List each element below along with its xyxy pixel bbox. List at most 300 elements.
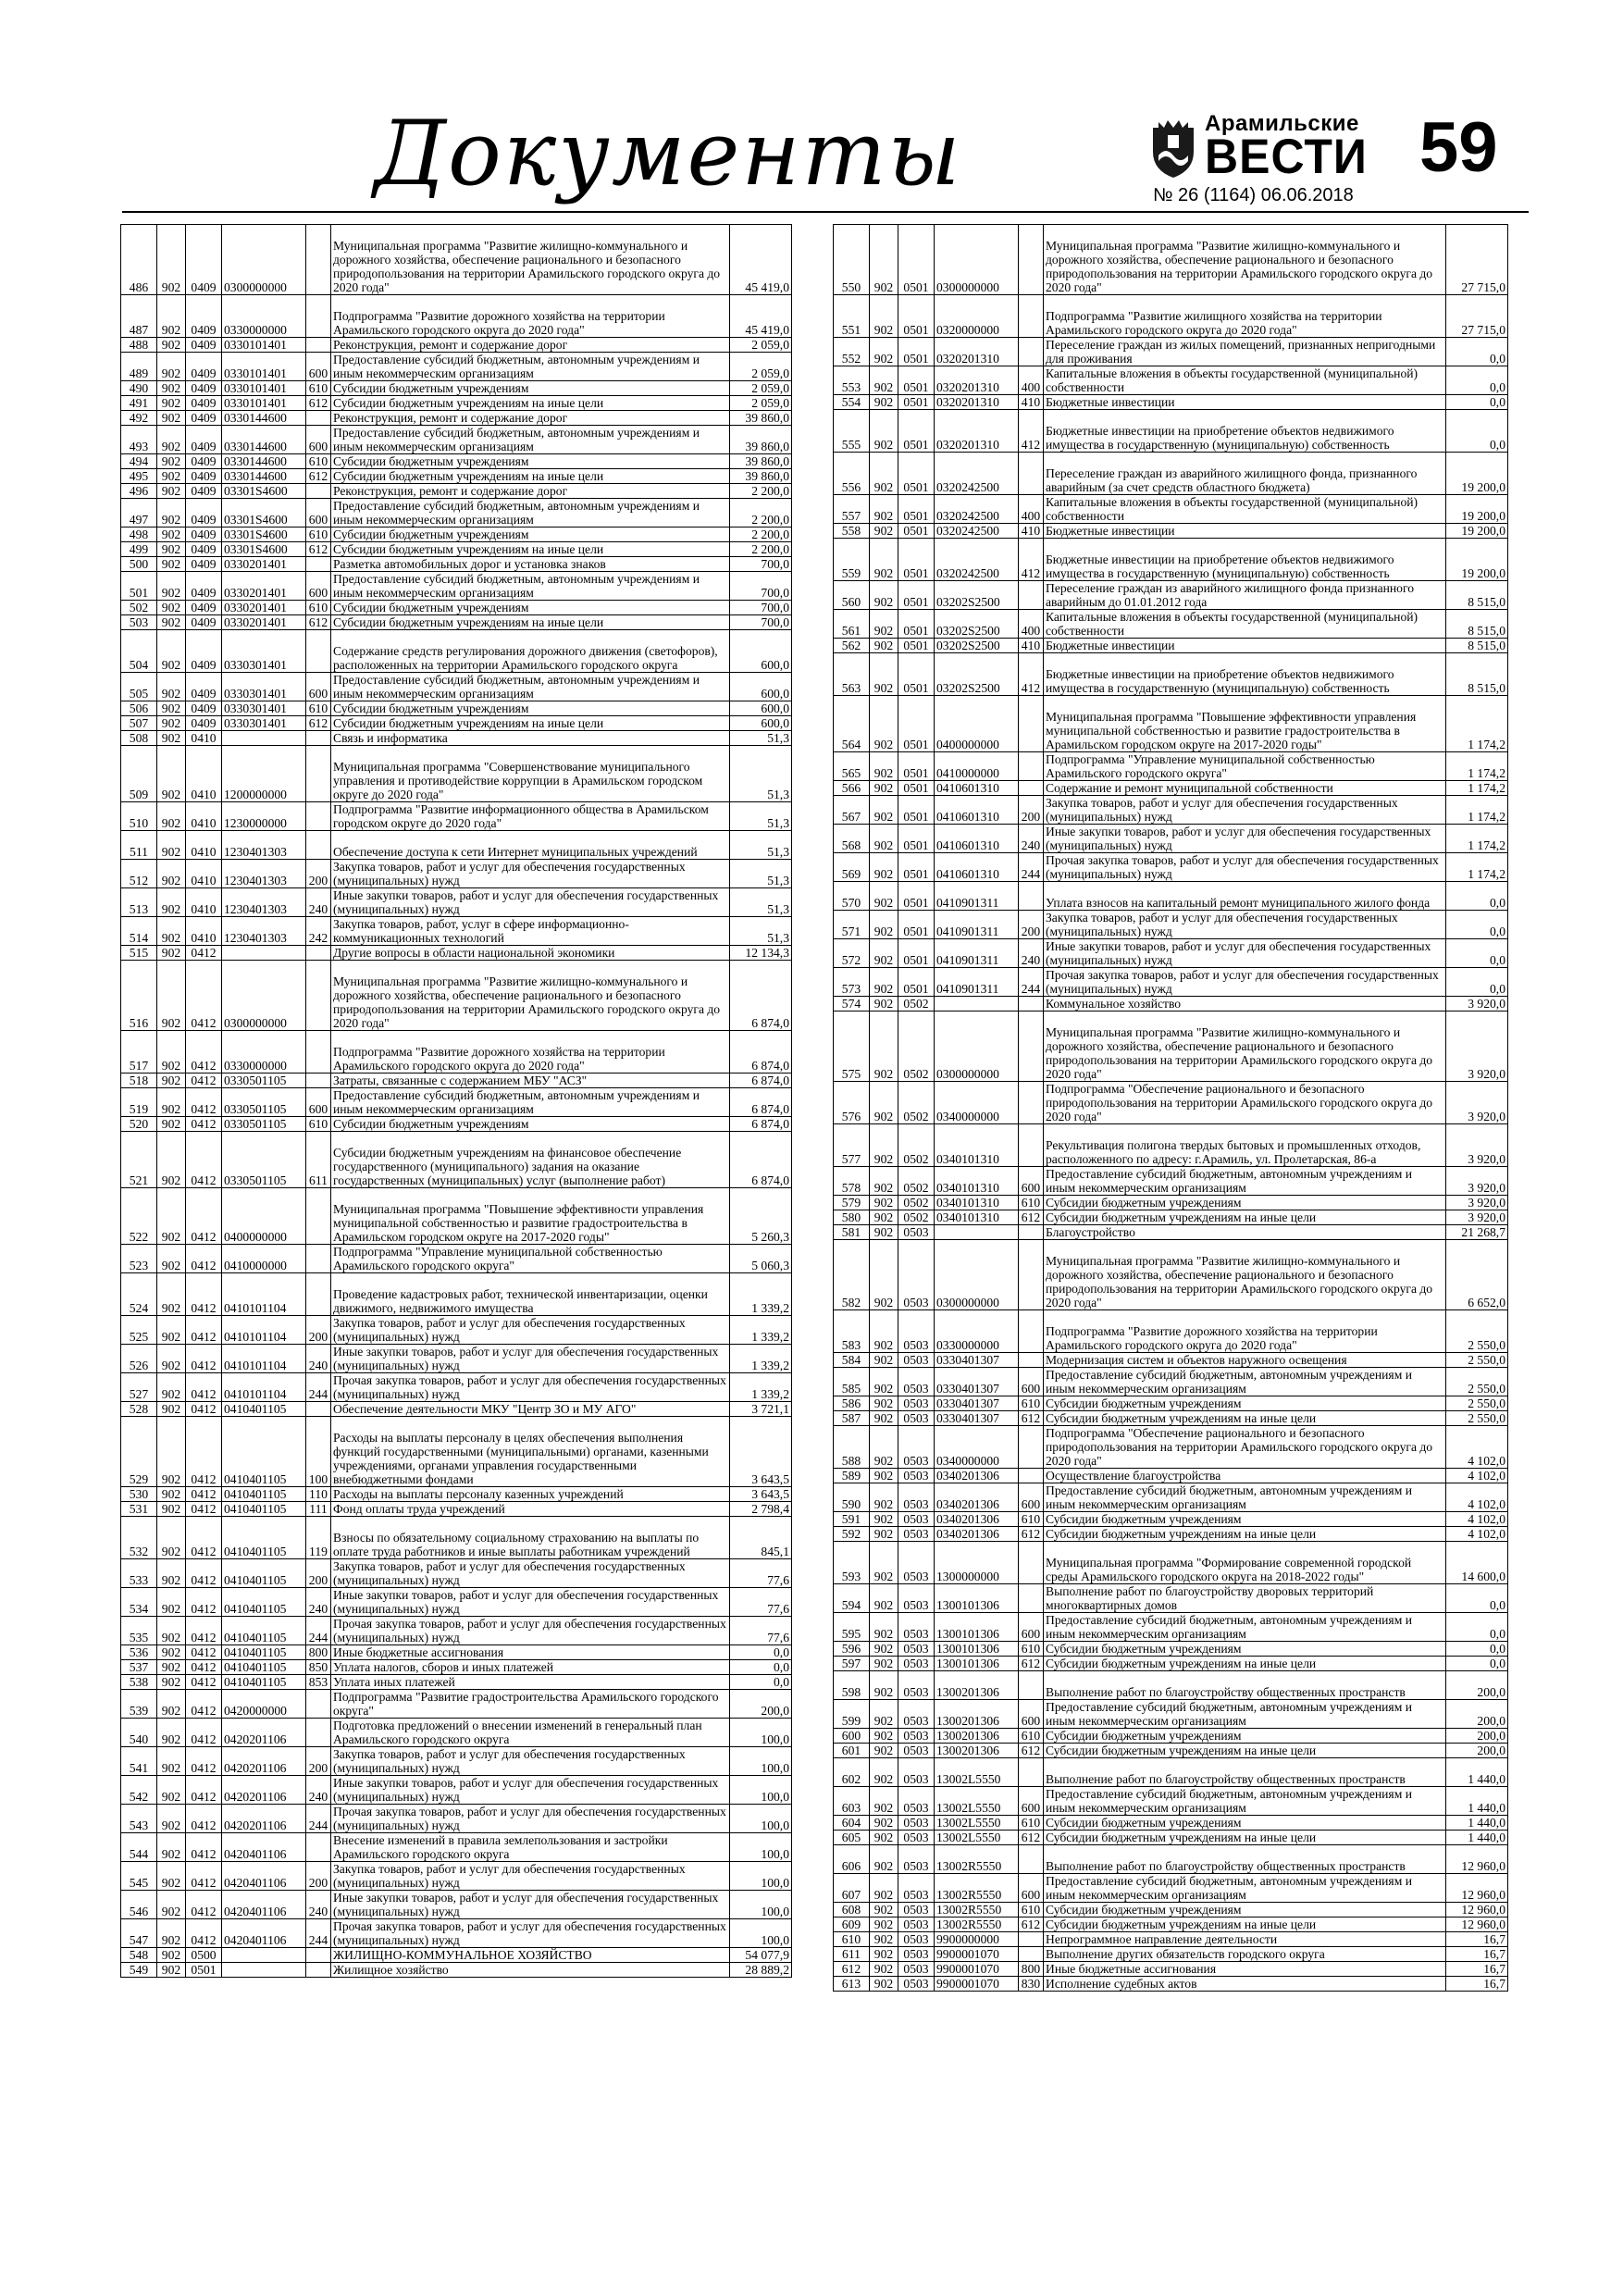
section-code: 0412 [186, 1088, 222, 1117]
row-number: 568 [834, 825, 870, 853]
section-code: 0409 [186, 557, 222, 572]
admin-code: 902 [157, 1245, 186, 1273]
amount: 3 920,0 [1446, 1167, 1508, 1196]
table-row [834, 1729, 1508, 1744]
section-code: 0503 [898, 1874, 935, 1903]
admin-code: 902 [157, 1402, 186, 1417]
item-name: Муниципальная программа "Повышение эффективности управления муниципальной собственностью и развитие градостроительства в Арамильском городском округе на 2017-2020 годы" [331, 1188, 730, 1245]
table-row [121, 338, 792, 353]
expense-type: 612 [1019, 1411, 1044, 1426]
expense-type: 412 [1019, 410, 1044, 453]
table-row [834, 1816, 1508, 1831]
item-name: Субсидии бюджетным учреждениям [1044, 1396, 1446, 1411]
expense-type [1019, 752, 1044, 781]
section-code: 0409 [186, 338, 222, 353]
amount: 51,3 [730, 746, 792, 802]
section-code: 0502 [898, 1210, 935, 1225]
expense-type: 244 [1019, 968, 1044, 997]
expense-type: 600 [1019, 1483, 1044, 1512]
table-row [834, 911, 1508, 939]
item-name: Жилищное хозяйство [331, 1963, 730, 1978]
target-code: 13002L5550 [935, 1831, 1019, 1845]
expense-type: 200 [1019, 911, 1044, 939]
table-row [834, 1977, 1508, 1992]
expense-type: 244 [1019, 853, 1044, 882]
section-code: 0412 [186, 1245, 222, 1273]
expense-type [1019, 1426, 1044, 1469]
section-code: 0501 [898, 610, 935, 639]
expense-type: 610 [1019, 1729, 1044, 1744]
section-code: 0412 [186, 1675, 222, 1690]
expense-type: 400 [1019, 610, 1044, 639]
amount: 2 550,0 [1446, 1353, 1508, 1368]
section-code: 0501 [898, 796, 935, 825]
table-row [121, 1345, 792, 1373]
row-number: 515 [121, 946, 157, 961]
admin-code: 902 [870, 752, 898, 781]
item-name: Предоставление субсидий бюджетным, автономным учреждениям и иным некоммерческим организациям [331, 426, 730, 454]
section-code: 0501 [186, 1963, 222, 1978]
item-name: Выполнение других обязательств городского округа [1044, 1947, 1446, 1962]
target-code: 0420201106 [222, 1747, 306, 1776]
target-code: 03202S2500 [935, 639, 1019, 653]
section-code: 0501 [898, 410, 935, 453]
expense-type: 100 [306, 1417, 331, 1487]
admin-code: 902 [157, 295, 186, 338]
expense-type [306, 1031, 331, 1074]
expense-type [1019, 453, 1044, 495]
section-code: 0503 [898, 1917, 935, 1932]
item-name: Капитальные вложения в объекты государственной (муниципальной) собственности [1044, 495, 1446, 524]
expense-type [1019, 1240, 1044, 1310]
expense-type [1019, 882, 1044, 911]
admin-code: 902 [157, 1373, 186, 1402]
row-number: 536 [121, 1645, 157, 1660]
expense-type [306, 411, 331, 426]
amount: 45 419,0 [730, 295, 792, 338]
row-number: 589 [834, 1469, 870, 1483]
admin-code: 902 [157, 630, 186, 673]
amount: 4 102,0 [1446, 1426, 1508, 1469]
admin-code: 902 [870, 1874, 898, 1903]
target-code: 0340000000 [935, 1426, 1019, 1469]
target-code: 0340101310 [935, 1167, 1019, 1196]
admin-code: 902 [870, 1932, 898, 1947]
amount: 27 715,0 [1446, 295, 1508, 338]
admin-code: 902 [870, 1167, 898, 1196]
admin-code: 902 [870, 1225, 898, 1240]
admin-code: 902 [870, 295, 898, 338]
amount: 39 860,0 [730, 454, 792, 469]
section-code: 0503 [898, 1845, 935, 1874]
admin-code: 902 [157, 860, 186, 888]
row-number: 521 [121, 1132, 157, 1188]
target-code: 0340201306 [935, 1469, 1019, 1483]
expense-type: 612 [1019, 1831, 1044, 1845]
expense-type [306, 946, 331, 961]
section-code: 0503 [898, 1512, 935, 1527]
section-code: 0502 [898, 1196, 935, 1210]
item-name: Субсидии бюджетным учреждениям на иные цели [1044, 1411, 1446, 1426]
section-code: 0503 [898, 1947, 935, 1962]
row-number: 579 [834, 1196, 870, 1210]
item-name: Проведение кадастровых работ, технической инвентаризации, оценки движимого, недвижимого имущества [331, 1273, 730, 1316]
target-code: 13002L5550 [935, 1787, 1019, 1816]
item-name: Субсидии бюджетным учреждениям [331, 701, 730, 716]
admin-code: 902 [870, 1744, 898, 1758]
target-code: 0420401106 [222, 1833, 306, 1862]
row-number: 520 [121, 1117, 157, 1132]
target-code: 0410000000 [222, 1245, 306, 1273]
section-code: 0409 [186, 295, 222, 338]
admin-code: 902 [870, 1310, 898, 1353]
section-code: 0412 [186, 1417, 222, 1487]
admin-code: 902 [870, 781, 898, 796]
table-row [834, 524, 1508, 539]
item-name: Субсидии бюджетным учреждениям [1044, 1642, 1446, 1657]
amount: 8 515,0 [1446, 581, 1508, 610]
row-number: 494 [121, 454, 157, 469]
admin-code: 902 [870, 1962, 898, 1977]
expense-type [306, 1188, 331, 1245]
admin-code: 902 [157, 1132, 186, 1188]
target-code: 0420201106 [222, 1776, 306, 1805]
item-name: Фонд оплаты труда учреждений [331, 1502, 730, 1517]
row-number: 550 [834, 225, 870, 295]
expense-type: 610 [306, 527, 331, 542]
item-name: Закупка товаров, работ, услуг в сфере информационно-коммуникационных технологий [331, 917, 730, 946]
table-row [834, 1671, 1508, 1700]
admin-code: 902 [157, 1805, 186, 1833]
expense-type: 240 [306, 1891, 331, 1919]
target-code: 0410901311 [935, 911, 1019, 939]
row-number: 488 [121, 338, 157, 353]
row-number: 505 [121, 673, 157, 701]
amount: 2 550,0 [1446, 1368, 1508, 1396]
table-row [121, 454, 792, 469]
target-code: 0330301401 [222, 630, 306, 673]
table-row [834, 1584, 1508, 1613]
admin-code: 902 [157, 484, 186, 499]
amount: 0,0 [730, 1660, 792, 1675]
admin-code: 902 [157, 1963, 186, 1978]
expense-type [1019, 781, 1044, 796]
table-row [834, 395, 1508, 410]
table-row [121, 1088, 792, 1117]
target-code: 1300201306 [935, 1671, 1019, 1700]
expense-type: 410 [1019, 639, 1044, 653]
target-code: 0330401307 [935, 1411, 1019, 1426]
table-row [834, 1903, 1508, 1917]
row-number: 569 [834, 853, 870, 882]
item-name: Предоставление субсидий бюджетным, автономным учреждениям и иным некоммерческим организациям [1044, 1787, 1446, 1816]
section-code: 0503 [898, 1310, 935, 1353]
admin-code: 902 [157, 1417, 186, 1487]
amount: 19 200,0 [1446, 524, 1508, 539]
item-name: Предоставление субсидий бюджетным, автономным учреждениям и иным некоммерческим организациям [1044, 1483, 1446, 1512]
admin-code: 902 [157, 1747, 186, 1776]
table-row [121, 1245, 792, 1273]
expense-type: 600 [1019, 1613, 1044, 1642]
target-code: 03301S4600 [222, 527, 306, 542]
target-code: 0410101104 [222, 1345, 306, 1373]
admin-code: 902 [157, 961, 186, 1031]
row-number: 549 [121, 1963, 157, 1978]
section-code: 0503 [898, 1744, 935, 1758]
section-title: Документы [374, 102, 962, 205]
expense-type: 240 [306, 1345, 331, 1373]
table-row [121, 542, 792, 557]
amount: 0,0 [1446, 882, 1508, 911]
table-row [834, 1932, 1508, 1947]
row-number: 503 [121, 615, 157, 630]
admin-code: 902 [870, 1124, 898, 1167]
section-code: 0501 [898, 366, 935, 395]
admin-code: 902 [157, 1559, 186, 1588]
admin-code: 902 [870, 1196, 898, 1210]
expense-type: 600 [306, 1088, 331, 1117]
table-row [834, 1874, 1508, 1903]
item-name: Внесение изменений в правила землепользования и застройки Арамильского городского округа [331, 1833, 730, 1862]
admin-code: 902 [157, 1833, 186, 1862]
item-name: Предоставление субсидий бюджетным, автономным учреждениям и иным некоммерческим организациям [331, 572, 730, 601]
expense-type: 600 [1019, 1368, 1044, 1396]
admin-code: 902 [157, 426, 186, 454]
amount: 0,0 [1446, 1642, 1508, 1657]
item-name: Бюджетные инвестиции [1044, 639, 1446, 653]
admin-code: 902 [870, 1512, 898, 1527]
target-code: 0410601310 [935, 781, 1019, 796]
admin-code: 902 [157, 888, 186, 917]
section-code: 0501 [898, 696, 935, 752]
table-row [121, 1776, 792, 1805]
amount: 45 419,0 [730, 225, 792, 295]
target-code: 0320242500 [935, 495, 1019, 524]
expense-type: 600 [1019, 1787, 1044, 1816]
item-name: Другие вопросы в области национальной экономики [331, 946, 730, 961]
admin-code: 902 [157, 1502, 186, 1517]
target-code: 0340201306 [935, 1527, 1019, 1542]
item-name: Субсидии бюджетным учреждениям на иные цели [1044, 1657, 1446, 1671]
row-number: 516 [121, 961, 157, 1031]
target-code: 0410401105 [222, 1588, 306, 1617]
admin-code: 902 [870, 882, 898, 911]
expense-type: 111 [306, 1502, 331, 1517]
item-name: Бюджетные инвестиции на приобретение объектов недвижимого имущества в государственную (муниципальную) собственность [1044, 653, 1446, 696]
expense-type: 800 [1019, 1962, 1044, 1977]
row-number: 566 [834, 781, 870, 796]
row-number: 529 [121, 1417, 157, 1487]
admin-code: 902 [157, 469, 186, 484]
amount: 845,1 [730, 1517, 792, 1559]
amount: 51,3 [730, 917, 792, 946]
row-number: 548 [121, 1948, 157, 1963]
section-code: 0503 [898, 1671, 935, 1700]
table-row [834, 939, 1508, 968]
expense-type [306, 1719, 331, 1747]
expense-type [1019, 1011, 1044, 1082]
admin-code: 902 [870, 1210, 898, 1225]
section-code: 0503 [898, 1240, 935, 1310]
section-code: 0410 [186, 860, 222, 888]
admin-code: 902 [870, 1584, 898, 1613]
section-code: 0409 [186, 411, 222, 426]
section-code: 0412 [186, 1862, 222, 1891]
amount: 12 960,0 [1446, 1874, 1508, 1903]
expense-type: 600 [306, 673, 331, 701]
expense-type: 610 [306, 701, 331, 716]
admin-code: 902 [870, 1642, 898, 1657]
admin-code: 902 [870, 1787, 898, 1816]
target-code: 0410101104 [222, 1273, 306, 1316]
row-number: 556 [834, 453, 870, 495]
row-number: 574 [834, 997, 870, 1011]
table-row [121, 1074, 792, 1088]
amount: 8 515,0 [1446, 610, 1508, 639]
table-row [834, 1082, 1508, 1124]
table-row [834, 825, 1508, 853]
row-number: 552 [834, 338, 870, 366]
item-name: Субсидии бюджетным учреждениям [331, 527, 730, 542]
target-code: 0300000000 [222, 225, 306, 295]
admin-code: 902 [870, 1411, 898, 1426]
expense-type [306, 1273, 331, 1316]
admin-code: 902 [157, 1617, 186, 1645]
section-code: 0503 [898, 1729, 935, 1744]
expense-type: 240 [306, 1776, 331, 1805]
amount: 3 721,1 [730, 1402, 792, 1417]
section-code: 0501 [898, 825, 935, 853]
amount: 200,0 [1446, 1671, 1508, 1700]
table-row [834, 1368, 1508, 1396]
amount: 6 874,0 [730, 1031, 792, 1074]
expense-type [1019, 295, 1044, 338]
expense-type [306, 484, 331, 499]
admin-code: 902 [870, 225, 898, 295]
section-code: 0503 [898, 1932, 935, 1947]
amount: 6 874,0 [730, 1074, 792, 1088]
table-row [121, 1502, 792, 1517]
expense-type: 244 [306, 1617, 331, 1645]
row-number: 559 [834, 539, 870, 581]
section-code: 0503 [898, 1816, 935, 1831]
section-code: 0412 [186, 1345, 222, 1373]
row-number: 581 [834, 1225, 870, 1240]
row-number: 519 [121, 1088, 157, 1117]
expense-type: 830 [1019, 1977, 1044, 1992]
target-code: 13002R5550 [935, 1874, 1019, 1903]
item-name: Выполнение работ по благоустройству общественных пространств [1044, 1845, 1446, 1874]
admin-code: 902 [157, 1345, 186, 1373]
table-row [121, 716, 792, 731]
expense-type: 600 [306, 353, 331, 381]
amount: 3 920,0 [1446, 997, 1508, 1011]
amount: 2 059,0 [730, 338, 792, 353]
target-code: 0420201106 [222, 1805, 306, 1833]
table-row [121, 1690, 792, 1719]
item-name: Переселение граждан из аварийного жилищного фонда признанного аварийным до 01.01.2012 года [1044, 581, 1446, 610]
item-name: Субсидии бюджетным учреждениям [331, 1117, 730, 1132]
item-name: Закупка товаров, работ и услуг для обеспечения государственных (муниципальных) нужд [331, 1559, 730, 1588]
target-code: 1200000000 [222, 746, 306, 802]
target-code [222, 731, 306, 746]
item-name: Переселение граждан из аварийного жилищного фонда, признанного аварийным (за счет средств областного бюджета) [1044, 453, 1446, 495]
amount: 0,0 [1446, 338, 1508, 366]
table-row [834, 366, 1508, 395]
admin-code: 902 [157, 542, 186, 557]
admin-code: 902 [157, 802, 186, 831]
table-row [121, 1588, 792, 1617]
target-code: 13002R5550 [935, 1903, 1019, 1917]
section-code: 0410 [186, 746, 222, 802]
target-code: 0410101104 [222, 1316, 306, 1345]
admin-code: 902 [870, 1483, 898, 1512]
admin-code: 902 [870, 1613, 898, 1642]
amount: 200,0 [730, 1690, 792, 1719]
section-code: 0503 [898, 1700, 935, 1729]
target-code: 1230000000 [222, 802, 306, 831]
item-name: Реконструкция, ремонт и содержание дорог [331, 338, 730, 353]
table-row [834, 1411, 1508, 1426]
amount: 3 920,0 [1446, 1124, 1508, 1167]
row-number: 538 [121, 1675, 157, 1690]
amount: 200,0 [1446, 1744, 1508, 1758]
expense-type [1019, 1932, 1044, 1947]
table-row [121, 1675, 792, 1690]
item-name: Подпрограмма "Обеспечение рационального и безопасного природопользования на территории Арамильского городского округа до 2020 года" [1044, 1426, 1446, 1469]
target-code: 0330301401 [222, 673, 306, 701]
amount: 12 960,0 [1446, 1903, 1508, 1917]
amount: 39 860,0 [730, 411, 792, 426]
admin-code: 902 [870, 968, 898, 997]
section-code: 0412 [186, 1559, 222, 1588]
admin-code: 902 [157, 1188, 186, 1245]
target-code: 0410401105 [222, 1517, 306, 1559]
expense-type: 610 [1019, 1512, 1044, 1527]
amount: 27 715,0 [1446, 225, 1508, 295]
expense-type: 410 [1019, 395, 1044, 410]
item-name: Обеспечение доступа к сети Интернет муниципальных учреждений [331, 831, 730, 860]
item-name: Предоставление субсидий бюджетным, автономным учреждениям и иным некоммерческим организациям [331, 353, 730, 381]
target-code: 0330501105 [222, 1088, 306, 1117]
expense-type [306, 295, 331, 338]
amount: 1 174,2 [1446, 781, 1508, 796]
section-code: 0409 [186, 396, 222, 411]
admin-code: 902 [870, 1831, 898, 1845]
item-name: Субсидии бюджетным учреждениям [331, 601, 730, 615]
amount: 2 550,0 [1446, 1310, 1508, 1353]
amount: 0,0 [1446, 939, 1508, 968]
table-row [121, 1487, 792, 1502]
admin-code: 902 [157, 499, 186, 527]
table-row [121, 1031, 792, 1074]
table-row [834, 1527, 1508, 1542]
amount: 1 440,0 [1446, 1816, 1508, 1831]
item-name: Выполнение работ по благоустройству дворовых территорий многоквартирных домов [1044, 1584, 1446, 1613]
section-code: 0503 [898, 1903, 935, 1917]
item-name: Прочая закупка товаров, работ и услуг для обеспечения государственных (муниципальных) нужд [331, 1617, 730, 1645]
row-number: 586 [834, 1396, 870, 1411]
row-number: 502 [121, 601, 157, 615]
row-number: 500 [121, 557, 157, 572]
table-row [121, 961, 792, 1031]
table-row [121, 1617, 792, 1645]
section-code: 0501 [898, 295, 935, 338]
item-name: Подпрограмма "Развитие дорожного хозяйства на территории Арамильского городского округа до 2020 года" [331, 1031, 730, 1074]
table-row [121, 917, 792, 946]
table-row [121, 1132, 792, 1188]
section-code: 0501 [898, 853, 935, 882]
